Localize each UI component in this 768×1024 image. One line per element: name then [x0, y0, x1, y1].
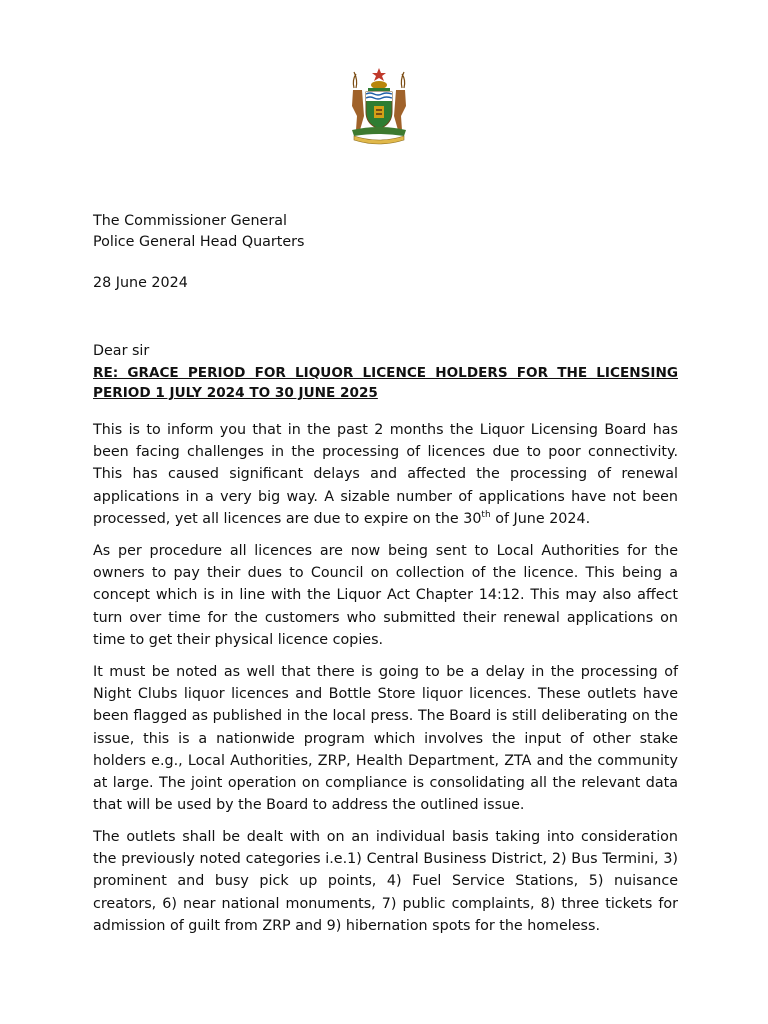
- paragraph-1-text: This is to inform you that in the past 2 months the Liquor Licensing Board has been facing challenges in the processing of licences due to poor connectivity. This has caused significant delays and affected the processing of renewal applications in a very big way. A sizable number of applications have not been processed, yet all licences are due to expire on the 30: [93, 422, 678, 527]
- paragraph-2: As per procedure all licences are now being sent to Local Authorities for the owners to pay their dues to Council on collection of the licence. This being a concept which is in line with the Liquor Act Chapter 14:12. This may also affect turn over time for the customers who submitted their renewal applications on time to get their physical licence copies.: [93, 543, 678, 648]
- paragraph-1-superscript: th: [481, 510, 491, 521]
- coat-of-arms-emblem: [344, 66, 414, 146]
- salutation: Dear sir: [93, 343, 150, 359]
- addressee-line-1: The Commissioner General: [93, 213, 287, 229]
- paragraph-4: The outlets shall be dealt with on an individual basis taking into consideration the previously noted categories i.e.1) Central Business District, 2) Bus Termini, 3) prominent and busy pick up points, 4) Fuel Service Stations, 5) nuisance creators, 6) near national monuments, 7) public complaints, 8) three tickets for admission of guilt from ZRP and 9) hibernation spots for the homeless.: [93, 829, 678, 934]
- paragraph-1: [93, 419, 678, 530]
- paragraph-1-tail: of June 2024.: [490, 510, 591, 527]
- subject-heading: RE: GRACE PERIOD FOR LIQUOR LICENCE HOLDERS FOR THE LICENSING PERIOD 1 JULY 2024 TO 30 JUNE 2025: [93, 365, 678, 401]
- addressee-line-2: Police General Head Quarters: [93, 234, 305, 250]
- letter-date: 28 June 2024: [93, 275, 188, 291]
- addressee-block: [93, 211, 678, 253]
- paragraph-3: It must be noted as well that there is going to be a delay in the processing of Night Clubs liquor licences and Bottle Store liquor licences. These outlets have been flagged as published in the local press. The Board is still deliberating on the issue, this is a nationwide program which involves the input of other stake holders e.g., Local Authorities, ZRP, Health Department, ZTA and the community at large. The joint operation on compliance is consolidating all the relevant data that will be used by the Board to address the outlined issue.: [93, 664, 678, 814]
